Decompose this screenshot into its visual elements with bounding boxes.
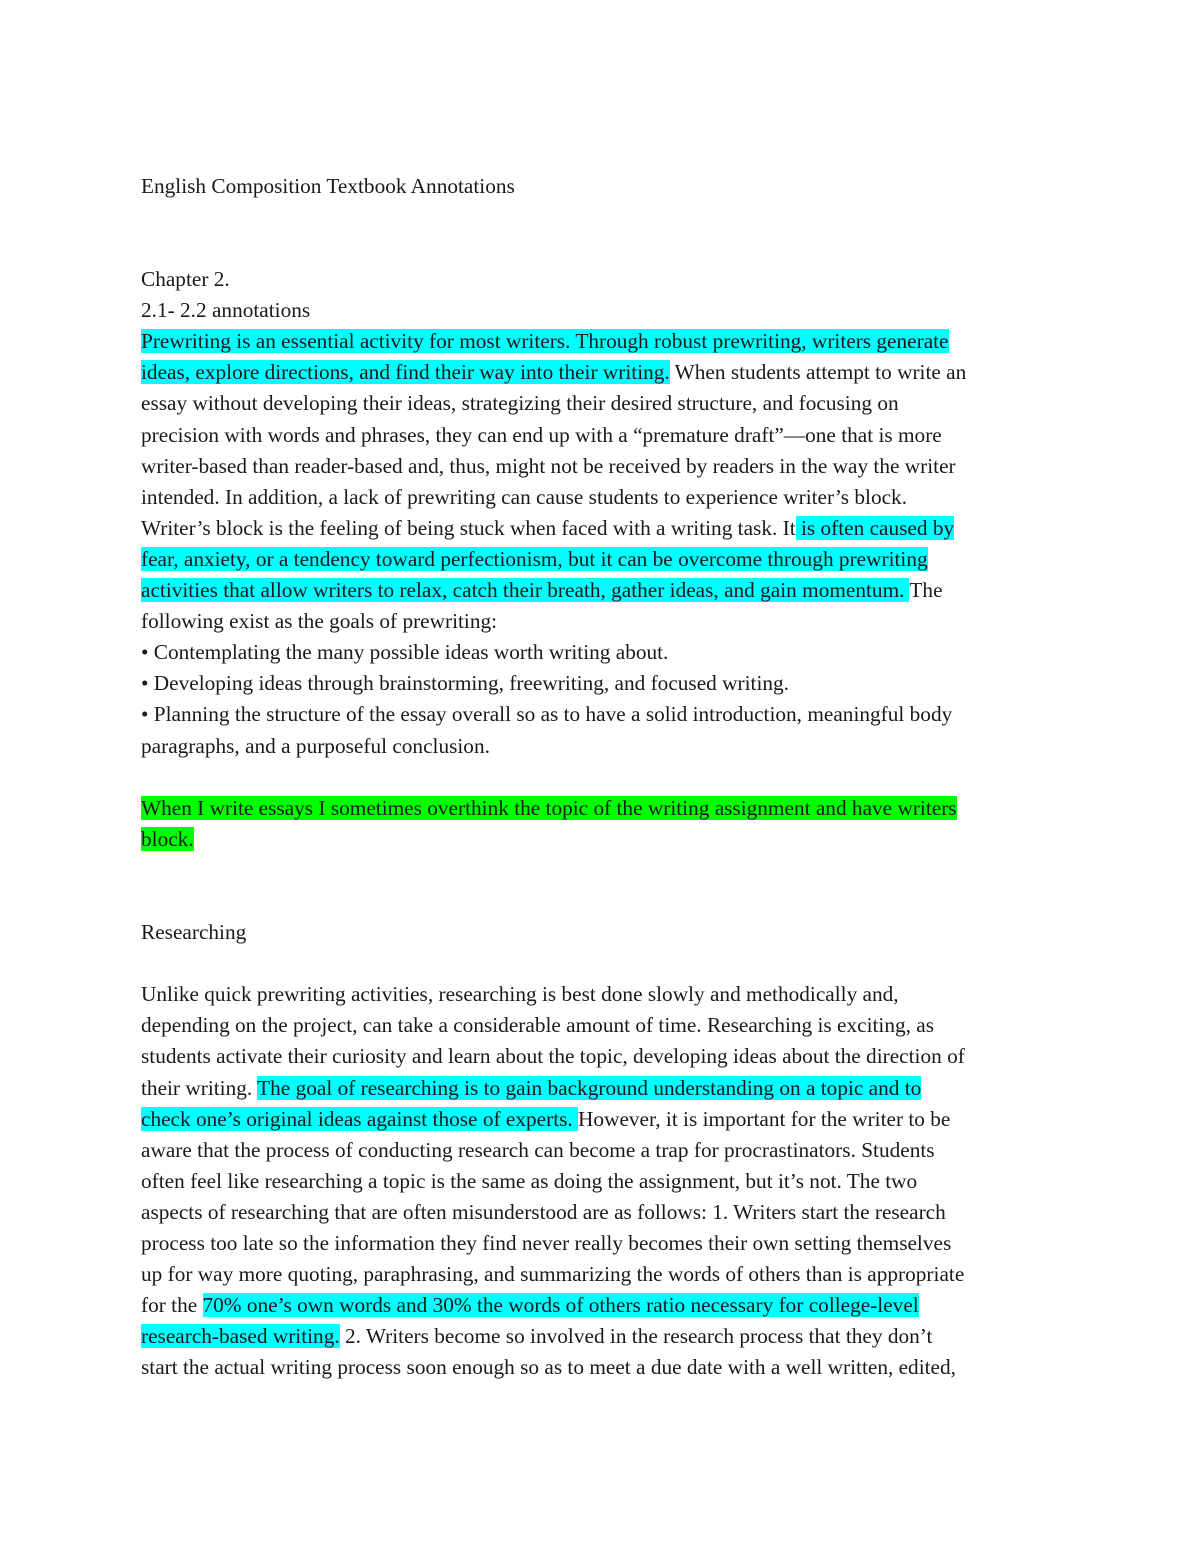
text-run: writer-based than reader-based and, thus, might not be received by readers in the way the writer <box>141 453 956 478</box>
researching-heading: Researching <box>141 920 247 945</box>
highlighted-text: 70% one’s own words and 30% the words of others ratio necessary for college-level <box>202 1293 919 1318</box>
text-run: following exist as the goals of prewriting: <box>141 609 498 634</box>
text-line <box>141 731 1059 762</box>
text-run: process too late so the information they find never really becomes their own setting themselves <box>141 1231 952 1255</box>
researching-paragraph <box>141 979 1059 1383</box>
chapter-heading: Chapter 2. <box>141 267 230 292</box>
text-line <box>141 357 1059 388</box>
text-line <box>141 544 1059 575</box>
text-run: essay without developing their ideas, strategizing their desired structure, and focusing on <box>141 391 899 416</box>
text-run: • Planning the structure of the essay overall so as to have a solid introduction, meaningful body <box>141 702 953 727</box>
text-run: start the actual writing process soon enough so as to meet a due date with a well written, edited, <box>141 1355 956 1380</box>
text-line <box>141 1352 1059 1383</box>
highlighted-text: check one’s original ideas against those of experts. <box>141 1106 579 1131</box>
text-run: When students attempt to write an <box>669 360 967 385</box>
text-line <box>141 1041 1059 1072</box>
text-line <box>141 1135 1059 1166</box>
text-line <box>141 699 1059 730</box>
text-run: aspects of researching that are often misunderstood are as follows: 1. Writers start the research <box>141 1199 946 1224</box>
spacer <box>141 855 1059 886</box>
text-run: for the <box>141 1293 203 1318</box>
reflection-note <box>141 793 1059 855</box>
text-run: often feel like researching a topic is the same as doing the assignment, but it’s not. The two <box>141 1168 918 1193</box>
spacer <box>141 202 1059 264</box>
text-run: • Developing ideas through brainstorming, freewriting, and focused writing. <box>141 671 789 696</box>
text-line <box>141 1321 1059 1352</box>
section-heading: 2.1- 2.2 annotations <box>141 298 311 323</box>
highlighted-text: research-based writing. <box>141 1324 340 1349</box>
text-line <box>141 637 1059 668</box>
spacer <box>141 948 1059 979</box>
highlighted-text: block. <box>141 826 194 851</box>
document-body <box>141 171 1059 1383</box>
text-run: • Contemplating the many possible ideas worth writing about. <box>141 640 669 665</box>
text-run: Unlike quick prewriting activities, researching is best done slowly and methodically and, <box>141 982 899 1007</box>
text-line <box>141 451 1059 482</box>
spacer <box>141 762 1059 793</box>
text-line <box>141 1259 1059 1290</box>
highlighted-text: is often caused by <box>795 515 955 540</box>
text-line <box>141 420 1059 451</box>
text-line <box>141 388 1059 419</box>
text-line <box>141 1197 1059 1228</box>
text-run: precision with words and phrases, they can end up with a “premature draft”—one that is more <box>141 422 942 447</box>
text-line <box>141 668 1059 699</box>
text-line <box>141 793 1059 824</box>
text-line <box>141 326 1059 357</box>
text-line <box>141 1166 1059 1197</box>
text-line <box>141 979 1059 1010</box>
text-run: However, it is important for the writer to be <box>578 1106 951 1131</box>
text-line <box>141 1010 1059 1041</box>
text-run: up for way more quoting, paraphrasing, and summarizing the words of others than is appropriate <box>141 1262 965 1287</box>
highlighted-text: activities that allow writers to relax, catch their breath, gather ideas, and gain momentum. <box>141 578 910 603</box>
text-run: intended. In addition, a lack of prewriting can cause students to experience writer’s block. <box>141 484 908 509</box>
text-line <box>141 1073 1059 1104</box>
document-title: English Composition Textbook Annotations <box>141 174 515 198</box>
text-run: aware that the process of conducting research can become a trap for procrastinators. Students <box>141 1137 935 1162</box>
text-line <box>141 1290 1059 1321</box>
text-run: depending on the project, can take a considerable amount of time. Researching is exciting, as <box>141 1013 935 1038</box>
text-run: 2. Writers become so involved in the research process that they don’t <box>339 1324 933 1349</box>
highlighted-text: The goal of researching is to gain background understanding on a topic and to <box>257 1075 922 1100</box>
text-line <box>141 575 1059 606</box>
text-line <box>141 824 1059 855</box>
text-line <box>141 513 1059 544</box>
highlighted-text: When I write essays I sometimes overthink the topic of the writing assignment and have writers <box>141 795 957 820</box>
text-line <box>141 606 1059 637</box>
text-run: their writing. <box>141 1075 258 1100</box>
text-line <box>141 1104 1059 1135</box>
text-run: Writer’s block is the feeling of being stuck when faced with a writing task. It <box>141 515 796 540</box>
text-run: students activate their curiosity and learn about the topic, developing ideas about the direction of <box>141 1044 965 1069</box>
text-run: paragraphs, and a purposeful conclusion. <box>141 733 490 758</box>
spacer <box>141 886 1059 917</box>
prewriting-paragraph <box>141 326 1059 761</box>
text-line <box>141 482 1059 513</box>
highlighted-text: fear, anxiety, or a tendency toward perfectionism, but it can be overcome through prewriting <box>141 546 928 571</box>
text-line <box>141 1228 1059 1259</box>
text-run: The <box>909 578 943 603</box>
highlighted-text: ideas, explore directions, and find their way into their writing. <box>141 360 670 385</box>
highlighted-text: Prewriting is an essential activity for most writers. Through robust prewriting, writers generate <box>141 329 949 354</box>
